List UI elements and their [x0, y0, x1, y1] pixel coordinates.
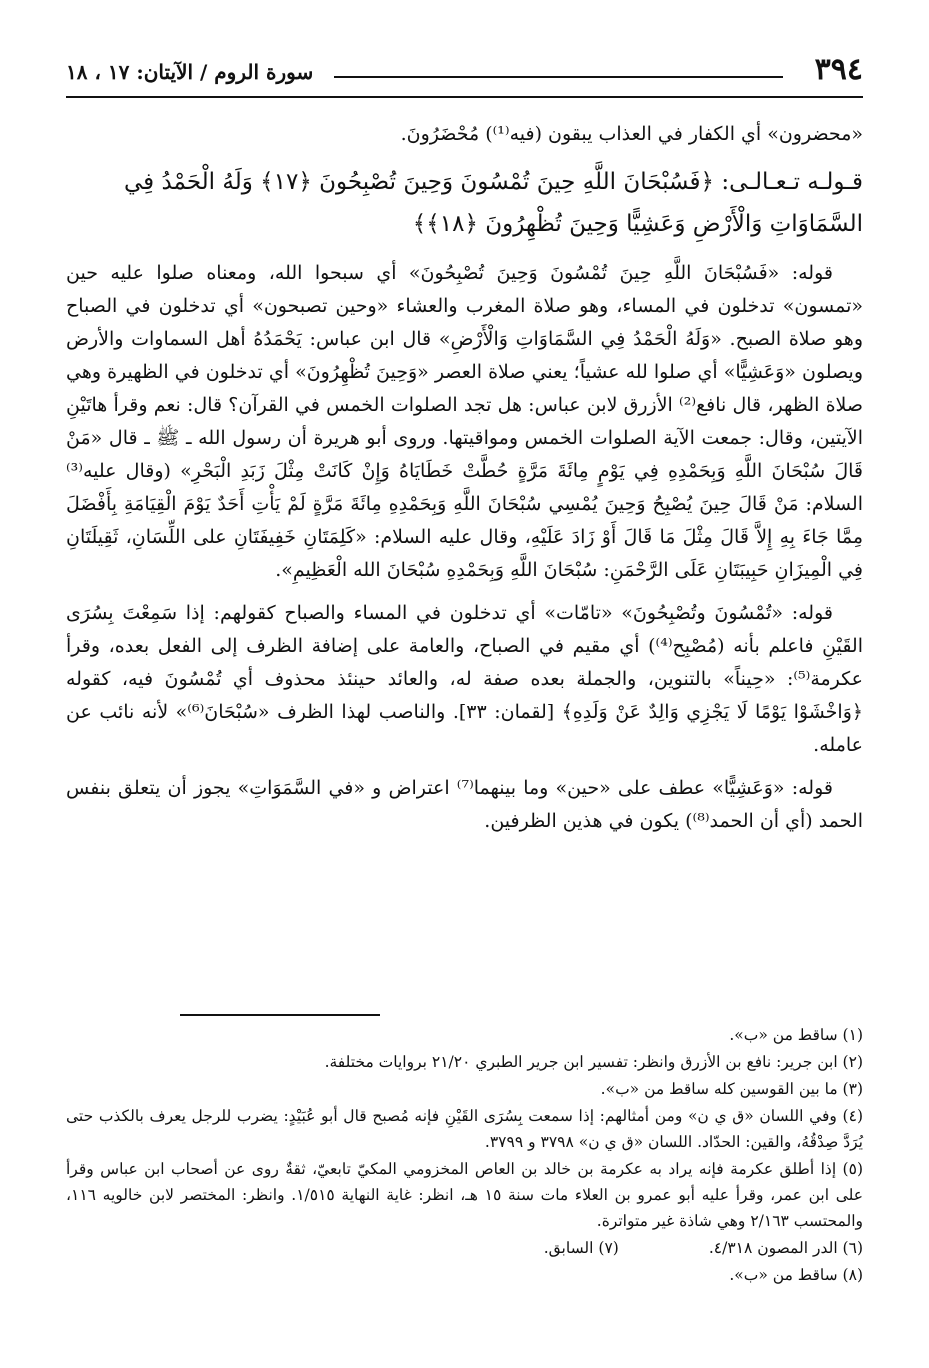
- running-title: سورة الروم / الآيتان: ١٧ ، ١٨: [66, 60, 314, 84]
- footnote-4: (٤) وفي اللسان «ق ي ن» ومن أمثالهم: إذا سمعت بِسُرَى القَيْنِ فإنه مُصبح قال أبو عُبَيْدٍ: يضرب للرجل يعرف بالكذب حتى يُرَدَّ صِدْقُهُ، والقين: الحدّاد. اللسان «ق ي ن» ٣٧٩٨ و ٣٧٩٩.: [66, 1107, 863, 1151]
- main-text: [66, 118, 863, 848]
- footnote-7: (٧) السابق.: [543, 1239, 619, 1257]
- paragraph-4: قوله: «وَعَشِيًّا» عطف على «حين» وما بينهما⁽⁷⁾ اعتراض و «في السَّمَوَاتِ» يجوز أن يتعلق بنفس الحمد (أي أن الحمد⁽⁸⁾) يكون في هذين الظرفين.: [66, 777, 863, 832]
- footnote-row-6-7: [66, 1235, 863, 1261]
- page-header: [66, 44, 863, 98]
- footnote-separator: [180, 1014, 380, 1016]
- footnote-3: (٣) ما بين القوسين كله ساقط من «ب».: [600, 1080, 863, 1098]
- paragraph-1: «محضرون» أي الكفار في العذاب يبقون (فيه⁽¹⁾) مُحْضَرُونَ.: [400, 123, 863, 145]
- footnotes: [66, 1022, 863, 1289]
- page-number: ٣٩٤: [814, 52, 863, 87]
- paragraph-3: قوله: «تُمْسُونَ وتُصْبِحُونَ» «تامّات» أي تدخلون في المساء والصباح كقولهم: إذا سَمِعْتَ بِسُرَى القَيْنِ فاعلم بأنه (مُصْبِح⁽⁴⁾) أي مقيم في الصباح، والعامة على إضافة الظرف إلى الفعل بعده، وقرأ عكرمة⁽⁵⁾: «حِيناً» بالتنوين، والجملة بعده صفة له، والعائد حينئذ محذوف أي تُمْسُونَ فيه، كقوله ﴿وَاخْشَوْا يَوْمًا لَا يَجْزِي وَالِدٌ عَنْ وَلَدِهِ﴾ [لقمان: ٣٣]. والناصب لهذا الظرف «سُبْحَانَ⁽⁶⁾» لأنه نائب عن عامله.: [66, 602, 864, 756]
- footnote-6: (٦) الدر المصون ٤/٣١٨.: [708, 1239, 863, 1257]
- verse-line-2: السَّمَاوَاتِ وَالْأَرْضِ وَعَشِيًّا وَحِينَ تُظْهِرُونَ ﴿١٨﴾﴾: [412, 211, 863, 237]
- footnote-2: (٢) ابن جرير: نافع بن الأزرق وانظر: تفسير ابن جرير الطبري ٢١/٢٠ بروايات مختلفة.: [324, 1053, 863, 1071]
- footnote-5: (٥) إذا أطلق عكرمة فإنه يراد به عكرمة بن خالد بن العاص المخزومي المكيّ تابعيّ، ثقةٌ روى عن أصحاب ابن عباس وقرأ على ابن عمر، وقرأ عليه أبو عمرو بن العلاء مات سنة ١٥ هـ، انظر: غاية النهاية ١/٥١٥. وانظر: المختصر لابن خالويه ١١٦، والمحتسب ٢/١٦٣ وهي شاذة غير متواترة.: [66, 1160, 863, 1230]
- quran-verse: [66, 161, 863, 245]
- paragraph-2: قوله: «فَسُبْحَانَ اللَّهِ حِينَ تُمْسُونَ وَحِينَ تُصْبِحُونَ» أي سبحوا الله، ومعناه صلوا عليه حين «تمسون» تدخلون في المساء، وهو صلاة المغرب والعشاء «وحين تصبحون» أي تدخلون في الصباح وهو صلاة الصبح. «وَلَهُ الْحَمْدُ فِي السَّمَاوَاتِ وَالْأَرْضِ» قال ابن عباس: يَحْمَدُهُ أهل السماوات والأرض ويصلون «وَعَشِيًّا» أي صلوا لله عشياً؛ يعني صلاة العصر «وَحِينَ تُظْهِرُونَ» أي تدخلون في الظهيرة وهي صلاة الظهر، قال نافع⁽²⁾ الأزرق لابن عباس: هل تجد الصلوات الخمس في القرآن؟ قال: نعم وقرأ هاتَيْنِ الآيتين، وقال: جمعت الآية الصلوات الخمس ومواقيتها. وروى أبو هريرة أن رسول الله ـ ﷺ ـ قال «مَنْ قَالَ سُبْحَانَ اللَّهِ وَبِحَمْدِهِ فِي يَوْمٍ مِائَةَ مَرَّةٍ حُطَّتْ خَطَايَاهُ وَإِنْ كَانَتْ مِثْلَ زَبَدِ الْبَحْرِ» (وقال عليه⁽³⁾ السلام: مَنْ قَالَ حِينَ يُصْبِحُ وَحِينَ يُمْسِي سُبْحَانَ اللَّهِ وَبِحَمْدِهِ مِائَةَ مَرَّةٍ لَمْ يَأْتِ أَحَدٌ يَوْمَ الْقِيَامَةِ بِأَفْضَلَ مِمَّا جَاءَ بِهِ إِلاَّ قَالَ مِثْلَ مَا قَالَ أَوْ زَادَ عَلَيْهِ، وقال عليه السلام: «كَلِمَتَانِ خَفِيفَتَانِ على اللِّسَانِ، ثَقِيلَتَانِ فِي الْمِيزَانِ حَبِيبَتَانِ عَلَى الرَّحْمَنِ: سُبْحَانَ اللَّهِ وَبِحَمْدِهِ سُبْحَانَ الله الْعَظِيمِ».: [66, 262, 863, 581]
- footnote-1: (١) ساقط من «ب».: [729, 1026, 863, 1044]
- footnote-8: (٨) ساقط من «ب».: [729, 1266, 863, 1284]
- header-rule: [334, 76, 783, 78]
- verse-line-1: قـولـه تـعـالـى: ﴿فَسُبْحَانَ اللَّهِ حِينَ تُمْسُونَ وَحِينَ تُصْبِحُونَ ﴿١٧﴾ وَلَهُ الْحَمْدُ فِي: [123, 169, 863, 195]
